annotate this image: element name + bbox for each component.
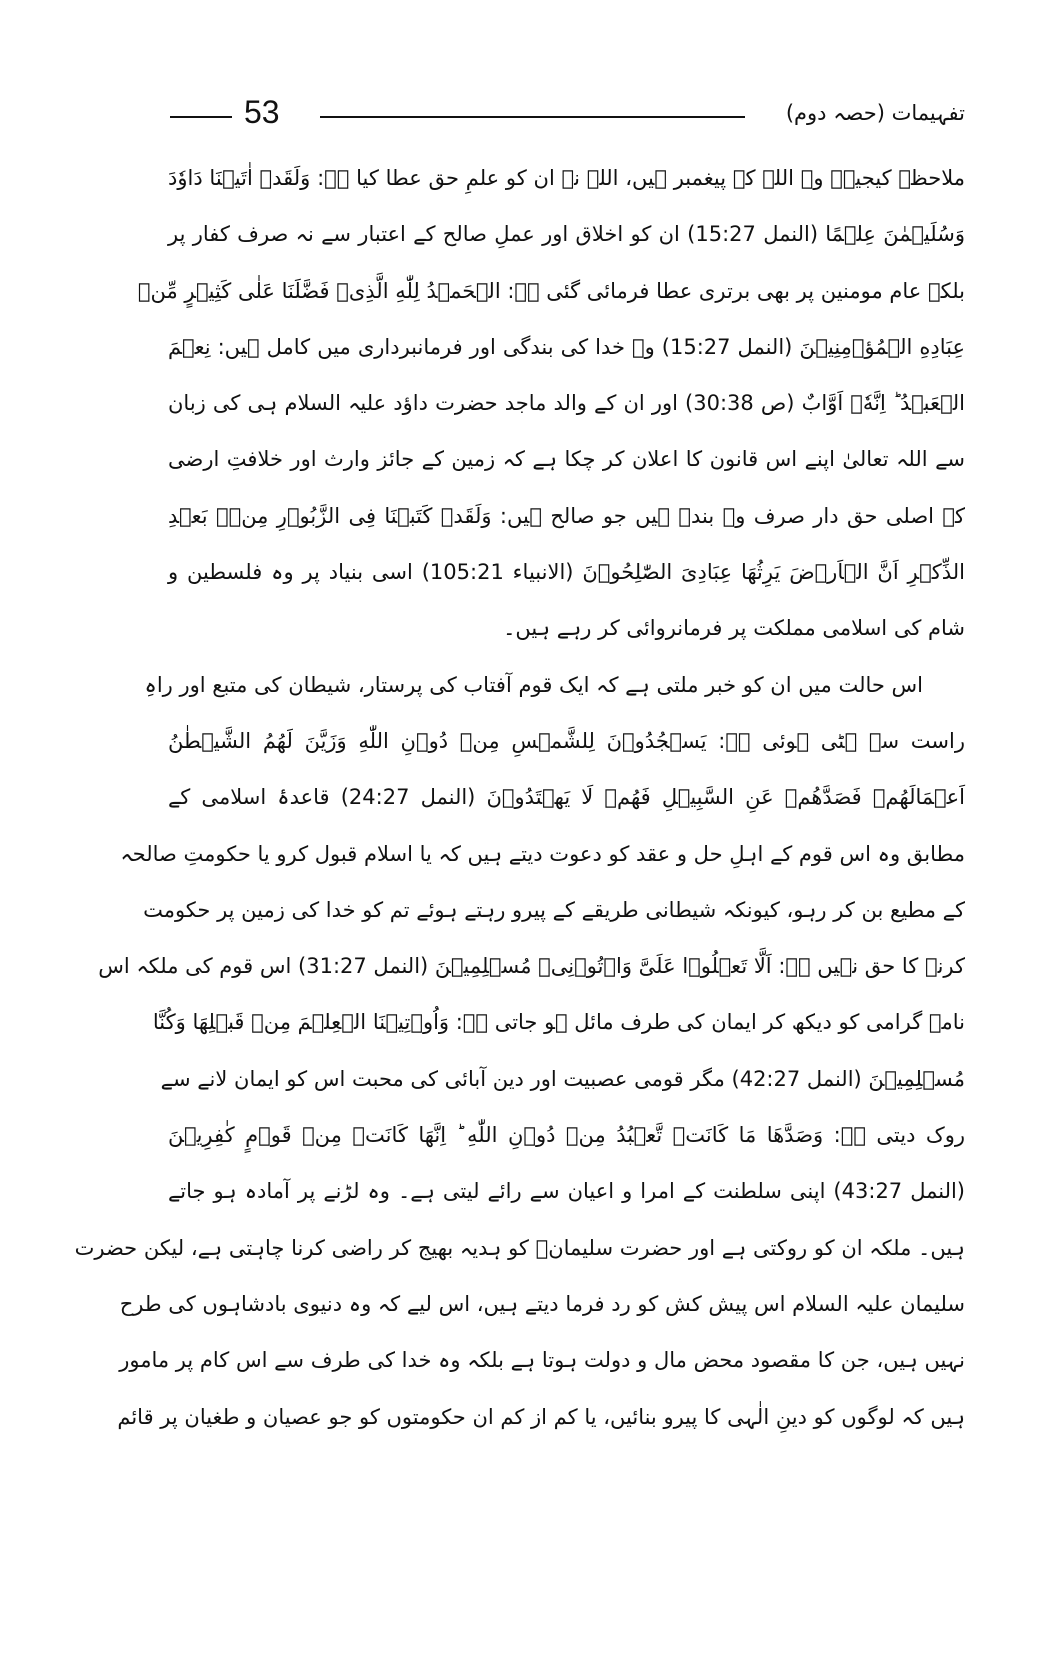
text-line: روک دیتی ہے: وَصَدَّهَا مَا كَانَتۡ تَّعۡبُدُ مِنۡ دُوۡنِ اللّٰهِ ؕ اِنَّهَا كَانَتۡ مِنۡ قَوۡمٍ كٰفِرِيۡنَ: [168, 1123, 965, 1148]
body-text: [74, 150, 966, 1445]
text-line: راست سے ہٹی ہوئی ہے: يَسۡجُدُوۡنَ لِلشَّمۡسِ مِنۡ دُوۡنِ اللّٰهِ وَزَيَّنَ لَهُمُ الشَّيۡطٰنُ: [168, 728, 965, 753]
text-line: الذِّكۡرِ اَنَّ الۡاَرۡضَ يَرِثُهَا عِبَادِىَ الصّٰلِحُوۡنَ (الانبیاء 105:21) اسی بنیاد پر وہ فلسطین و: [168, 560, 965, 585]
page-number: 53: [244, 94, 280, 130]
text-line: کرنے کا حق نہیں ہے: اَلَّا تَعۡلُوۡا عَلَىَّ وَاۡتُوۡنِىۡ مُسۡلِمِيۡنَ (النمل 31:27) اس قوم کی ملکہ اس: [98, 954, 965, 979]
text-line: ہیں۔ ملکہ ان کو روکتی ہے اور حضرت سلیمانؑ کو ہدیہ بھیج کر راضی کرنا چاہتی ہے، لیکن حضرت: [74, 1235, 965, 1260]
text-line: سے اللہ تعالیٰ اپنے اس قانون کا اعلان کر چکا ہے کہ زمین کے جائز وارث اور خلافتِ ارضی: [168, 447, 965, 472]
text-line: نامۂ گرامی کو دیکھ کر ایمان کی طرف مائل ہو جاتی ہے: وَاُوۡتِيۡنَا الۡعِلۡمَ مِنۡ قَبۡلِهَا وَكُنَّا: [152, 1010, 965, 1035]
paragraph-first-line: اس حالت میں ان کو خبر ملتی ہے کہ ایک قوم آفتاب کی پرستار، شیطان کی متبع اور راہِ: [144, 672, 923, 697]
text-line: الۡعَبۡدُ ؕ اِنَّهٗۤ اَوَّابٌ (ص 30:38) اور ان کے والد ماجد حضرت داؤد علیہ السلام ہی کی زبان: [168, 391, 965, 416]
book-title: تفہیمات (حصہ دوم): [785, 101, 965, 125]
text-line: عِبَادِهِ الۡمُؤۡمِنِيۡنَ (النمل 15:27) وہ خدا کی بندگی اور فرمانبرداری میں کامل ہیں: نِعۡمَ: [168, 334, 965, 359]
text-line: ملاحظہ کیجیے۔ وہ اللہ کے پیغمبر ہیں، اللہ نے ان کو علمِ حق عطا کیا ہے: وَلَقَدۡ اٰتَيۡنَا دَاوٗدَ: [168, 166, 965, 190]
text-line: شام کی اسلامی مملکت پر فرمانروائی کر رہے ہیں۔: [503, 616, 965, 641]
text-line: سلیمان علیہ السلام اس پیش کش کو رد فرما دیتے ہیں، اس لیے کہ وہ دنیوی بادشاہوں کی طرح: [119, 1291, 965, 1316]
header-rule-left: [170, 116, 232, 118]
text-line: (النمل 43:27) اپنی سلطنت کے امرا و اعیان سے رائے لیتی ہے۔ وہ لڑنے پر آمادہ ہو جاتے: [168, 1179, 966, 1204]
header-rule-middle: [320, 116, 745, 118]
text-line: ہیں کہ لوگوں کو دینِ الٰہی کا پیرو بنائیں، یا کم از کم ان حکومتوں کو جو عصیان و طغیان پر قائم: [117, 1404, 965, 1429]
text-line: نہیں ہیں، جن کا مقصود محض مال و دولت ہوتا ہے بلکہ وہ خدا کی طرف سے اس کام پر مامور: [119, 1348, 965, 1373]
text-line: بلکہ عام مومنین پر بھی برتری عطا فرمائی گئی ہے: الۡحَمۡدُ لِلّٰهِ الَّذِىۡ فَضَّلَنَا عَلٰى كَثِيۡرٍ مِّنۡ: [137, 278, 965, 303]
text-line: کے اصلی حق دار صرف وہ بندے ہیں جو صالح ہیں: وَلَقَدۡ كَتَبۡنَا فِى الزَّبُوۡرِ مِنۡۢ بَعۡدِ: [168, 503, 965, 528]
text-line: مطابق وہ اس قوم کے اہلِ حل و عقد کو دعوت دیتے ہیں کہ یا اسلام قبول کرو یا حکومتِ صالحہ: [120, 841, 965, 866]
running-header: [170, 92, 965, 136]
text-line: اَعۡمَالَهُمۡ فَصَدَّهُمۡ عَنِ السَّبِيۡلِ فَهُمۡ لَا يَهۡتَدُوۡنَ (النمل 24:27) قاعدۂ اسلامی کے: [168, 785, 965, 810]
text-line: کے مطیع بن کر رہو، کیونکہ شیطانی طریقے کے پیرو رہتے ہوئے تم کو خدا کی زمین پر حکومت: [143, 897, 965, 922]
text-line: مُسۡلِمِيۡنَ (النمل 42:27) مگر قومی عصبیت اور دین آبائی کی محبت اس کو ایمان لانے سے: [160, 1066, 965, 1091]
text-line: وَسُلَيۡمٰنَ عِلۡمًا (النمل 15:27) ان کو اخلاق اور عملِ صالح کے اعتبار سے نہ صرف کفار پر: [168, 222, 965, 247]
